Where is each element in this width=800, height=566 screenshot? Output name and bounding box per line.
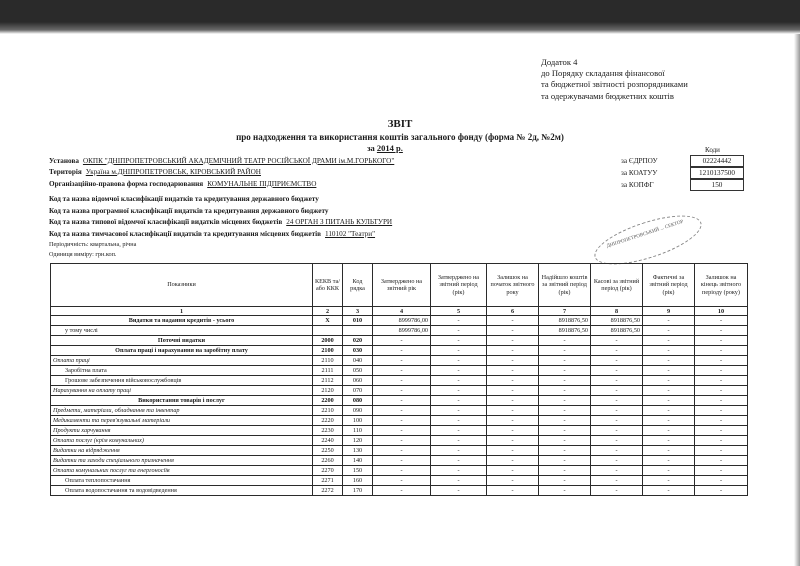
table-row	[51, 336, 748, 346]
column-header: Затверджено на звітний рік	[373, 264, 431, 307]
table-cell: 2272	[313, 486, 343, 496]
table-cell: -	[643, 456, 695, 466]
table-cell: -	[591, 426, 643, 436]
header-value: 24 ОРГАН З ПИТАНЬ КУЛЬТУРИ	[286, 218, 393, 226]
table-cell: -	[373, 336, 431, 346]
stamp-text: ДНІПРОПЕТРОВСЬКИЙ ... СЕКТОР	[606, 219, 685, 250]
kopfg-code: 150	[690, 179, 744, 191]
table-cell: -	[431, 366, 487, 376]
table-cell: -	[643, 386, 695, 396]
koatuu-label: за КОАТУУ	[621, 169, 658, 177]
table-cell: -	[539, 426, 591, 436]
table-row	[51, 396, 748, 406]
row-label: Поточні видатки	[51, 336, 313, 346]
table-cell: 8999786,00	[373, 316, 431, 326]
table-cell: -	[695, 376, 748, 386]
scan-dark-edge	[0, 0, 800, 34]
table-cell: -	[591, 396, 643, 406]
table-cell: 170	[343, 486, 373, 496]
table-cell: 130	[343, 446, 373, 456]
table-cell: -	[591, 446, 643, 456]
report-table	[50, 263, 748, 496]
table-cell: -	[373, 376, 431, 386]
table-cell: 020	[343, 336, 373, 346]
table-cell: -	[643, 446, 695, 456]
header-value: КОМУНАЛЬНЕ ПІДПРИЄМСТВО	[207, 180, 317, 188]
table-cell: -	[487, 356, 539, 366]
report-title: ЗВІТ	[387, 118, 413, 130]
column-number: 7	[539, 307, 591, 316]
row-label: Оплата комунальних послуг та енергоносіїв	[51, 466, 313, 476]
table-cell: -	[539, 486, 591, 496]
table-row	[51, 356, 748, 366]
table-cell: 060	[343, 376, 373, 386]
table-cell: 2271	[313, 476, 343, 486]
table-cell: 010	[343, 316, 373, 326]
table-cell: -	[373, 426, 431, 436]
table-cell: -	[591, 486, 643, 496]
legal-form-row	[49, 180, 316, 188]
row-label: Грошове забезпечення військовослужбовців	[51, 376, 313, 386]
table-row	[51, 466, 748, 476]
table-cell: -	[539, 416, 591, 426]
table-cell: -	[539, 386, 591, 396]
kopfg-label: за КОПФГ	[621, 181, 654, 189]
table-cell: -	[539, 476, 591, 486]
period-prefix: за	[367, 143, 375, 153]
table-cell: -	[373, 466, 431, 476]
table-cell: 2110	[313, 356, 343, 366]
table-cell: -	[539, 446, 591, 456]
row-label: Оплата теплопостачання	[51, 476, 313, 486]
table-cell: -	[373, 446, 431, 456]
table-cell: -	[643, 356, 695, 366]
table-cell: -	[487, 386, 539, 396]
table-row	[51, 346, 748, 356]
table-cell: -	[591, 356, 643, 366]
table-cell: -	[539, 396, 591, 406]
table-cell: 2260	[313, 456, 343, 466]
table-cell: -	[487, 326, 539, 336]
column-number: 8	[591, 307, 643, 316]
table-cell: -	[539, 466, 591, 476]
table-row	[51, 366, 748, 376]
table-row	[51, 436, 748, 446]
table-cell: -	[373, 436, 431, 446]
table-cell: -	[539, 356, 591, 366]
table-cell: -	[487, 486, 539, 496]
header-value: ОКПК "ДНІПРОПЕТРОВСЬКИЙ АКАДЕМІЧНИЙ ТЕАТР РОСІЙСЬКОЇ ДРАМИ ім.М.ГОРЬКОГО"	[82, 157, 395, 165]
table-row	[51, 476, 748, 486]
institution-row	[49, 157, 394, 165]
table-cell: -	[487, 346, 539, 356]
row-label: Оплата праці і нарахування на заробітну плату	[51, 346, 313, 356]
table-cell: 2230	[313, 426, 343, 436]
table-cell: -	[591, 466, 643, 476]
table-cell: -	[643, 336, 695, 346]
table-cell: -	[643, 476, 695, 486]
table-cell: -	[695, 426, 748, 436]
table-cell: -	[539, 366, 591, 376]
header-label: Організаційно-правова форма господарювання	[49, 180, 204, 188]
table-cell: 8918876,50	[539, 326, 591, 336]
table-cell: -	[431, 376, 487, 386]
table-cell: X	[313, 316, 343, 326]
table-cell: 040	[343, 356, 373, 366]
table-cell: 2100	[313, 346, 343, 356]
table-cell: 2270	[313, 466, 343, 476]
table-cell: -	[695, 336, 748, 346]
table-cell: 150	[343, 466, 373, 476]
table-cell: -	[591, 476, 643, 486]
table-cell: -	[643, 326, 695, 336]
column-number: 4	[373, 307, 431, 316]
table-row	[51, 376, 748, 386]
table-cell	[343, 326, 373, 336]
table-cell: -	[487, 426, 539, 436]
table-cell: -	[643, 406, 695, 416]
table-cell: 140	[343, 456, 373, 466]
table-cell: -	[487, 416, 539, 426]
appendix-note	[541, 57, 688, 102]
table-row	[51, 426, 748, 436]
column-number: 9	[643, 307, 695, 316]
table-cell: -	[643, 416, 695, 426]
table-cell: -	[431, 476, 487, 486]
table-cell: -	[643, 486, 695, 496]
table-cell: 2112	[313, 376, 343, 386]
table-cell: -	[591, 436, 643, 446]
table-cell: -	[695, 366, 748, 376]
table-cell: -	[487, 466, 539, 476]
temp-class-row	[49, 230, 375, 238]
table-cell: -	[539, 436, 591, 446]
table-cell: -	[539, 346, 591, 356]
column-header: Надійшло коштів за звітний період (рік)	[539, 264, 591, 307]
table-header-row	[51, 264, 748, 307]
table-cell: -	[487, 456, 539, 466]
table-cell: -	[643, 316, 695, 326]
table-cell: -	[643, 396, 695, 406]
table-cell: -	[373, 346, 431, 356]
table-cell: -	[643, 366, 695, 376]
table-cell: -	[431, 396, 487, 406]
row-label: Нарахування на оплату праці	[51, 386, 313, 396]
unit-note: Одиниця виміру: грн.коп.	[49, 251, 117, 258]
table-cell: -	[695, 456, 748, 466]
column-header: Затверджено на звітний період (рік)	[431, 264, 487, 307]
column-number: 6	[487, 307, 539, 316]
row-label: Видатки та заходи спеціального призначення	[51, 456, 313, 466]
header-label: Код та назва відомчої класифікації видатків та кредитування державного бюджету	[49, 195, 319, 203]
table-cell: -	[373, 386, 431, 396]
table-cell: -	[643, 426, 695, 436]
table-row	[51, 416, 748, 426]
header-label: Код та назва типової відомчої класифікації видатків місцевих бюджетів	[49, 218, 283, 226]
table-cell: -	[487, 436, 539, 446]
table-cell: -	[431, 406, 487, 416]
table-cell: -	[643, 436, 695, 446]
table-cell: -	[373, 416, 431, 426]
table-cell: -	[695, 316, 748, 326]
table-cell: -	[487, 396, 539, 406]
table-cell: 2210	[313, 406, 343, 416]
table-cell: -	[643, 466, 695, 476]
table-cell: -	[431, 356, 487, 366]
table-cell: -	[591, 366, 643, 376]
column-number-row	[51, 307, 748, 316]
header-value: 110102 "Театри"	[325, 230, 376, 238]
column-number: 10	[695, 307, 748, 316]
table-cell: -	[431, 426, 487, 436]
table-cell: -	[373, 476, 431, 486]
row-label: Заробітна плата	[51, 366, 313, 376]
table-cell: -	[487, 336, 539, 346]
table-cell: -	[591, 416, 643, 426]
appendix-line: та бюджетної звітності розпорядниками	[541, 79, 688, 90]
table-cell: 2111	[313, 366, 343, 376]
table-cell: -	[643, 376, 695, 386]
table-body	[51, 316, 748, 496]
table-cell: -	[695, 406, 748, 416]
report-period	[330, 143, 440, 153]
table-cell: 8918876,50	[591, 316, 643, 326]
table-cell: 8999786,00	[373, 326, 431, 336]
table-cell: -	[431, 336, 487, 346]
table-cell: -	[431, 386, 487, 396]
table-cell: -	[373, 406, 431, 416]
table-cell: -	[431, 416, 487, 426]
row-label: Предмети, матеріали, обладнання та інвентар	[51, 406, 313, 416]
column-number: 3	[343, 307, 373, 316]
header-value: Україна м.ДНІПРОПЕТРОВСЬК, КІРОВСЬКИЙ РАЙОН	[85, 168, 261, 176]
table-cell: 120	[343, 436, 373, 446]
column-header: Код рядка	[343, 264, 373, 307]
table-cell: 030	[343, 346, 373, 356]
table-cell: 2250	[313, 446, 343, 456]
table-cell: -	[695, 346, 748, 356]
table-cell: -	[431, 466, 487, 476]
header-label: Код та назва тимчасової класифікації видатків та кредитування місцевих бюджетів	[49, 230, 322, 238]
table-cell: -	[695, 446, 748, 456]
table-row	[51, 456, 748, 466]
periodicity-note: Періодичність: квартальна, річна	[49, 241, 137, 248]
table-cell: -	[643, 346, 695, 356]
table-cell: -	[695, 486, 748, 496]
column-header: Показники	[51, 264, 313, 307]
typical-class-row	[49, 218, 392, 226]
table-cell: -	[591, 346, 643, 356]
table-cell: 2200	[313, 396, 343, 406]
row-label: Видатки та надання кредитів - усього	[51, 316, 313, 326]
table-cell: -	[373, 356, 431, 366]
row-label: Продукти харчування	[51, 426, 313, 436]
appendix-line: Додаток 4	[541, 57, 578, 67]
table-cell: -	[695, 396, 748, 406]
table-cell: 100	[343, 416, 373, 426]
table-cell: -	[431, 456, 487, 466]
column-header: КЕКВ та/або ККК	[313, 264, 343, 307]
table-cell: -	[695, 416, 748, 426]
table-cell: 080	[343, 396, 373, 406]
table-cell	[313, 326, 343, 336]
table-cell: 2000	[313, 336, 343, 346]
column-number: 2	[313, 307, 343, 316]
table-cell: -	[695, 476, 748, 486]
table-cell: 8918876,50	[591, 326, 643, 336]
table-cell: -	[373, 486, 431, 496]
table-cell: 050	[343, 366, 373, 376]
table-cell: -	[431, 346, 487, 356]
table-cell: 2120	[313, 386, 343, 396]
table-row	[51, 406, 748, 416]
report-subtitle: про надходження та використання коштів загального фонду (форма № 2д, №2м)	[236, 132, 564, 142]
row-label: Оплата послуг (крім комунальних)	[51, 436, 313, 446]
table-cell: -	[431, 316, 487, 326]
table-cell: -	[373, 366, 431, 376]
table-cell: 8918876,50	[539, 316, 591, 326]
table-cell: -	[695, 356, 748, 366]
dept-class-row	[49, 195, 323, 203]
row-label: Оплата праці	[51, 356, 313, 366]
table-cell: -	[591, 386, 643, 396]
table-cell: -	[695, 466, 748, 476]
table-row	[51, 316, 748, 326]
table-cell: -	[487, 316, 539, 326]
table-cell: -	[487, 446, 539, 456]
column-header: Касові за звітний період (рік)	[591, 264, 643, 307]
program-class-row	[49, 207, 333, 215]
table-row	[51, 326, 748, 336]
table-cell: -	[431, 486, 487, 496]
column-number: 5	[431, 307, 487, 316]
table-cell: -	[431, 326, 487, 336]
scan-right-edge	[794, 34, 800, 566]
table-cell: -	[591, 376, 643, 386]
table-row	[51, 486, 748, 496]
table-cell: -	[487, 406, 539, 416]
table-cell: -	[487, 476, 539, 486]
table-cell: -	[487, 376, 539, 386]
column-header: Фактичні за звітний період (рік)	[643, 264, 695, 307]
koatuu-code: 1210137500	[690, 167, 744, 179]
row-label: Видатки на відрядження	[51, 446, 313, 456]
table-cell: -	[591, 406, 643, 416]
table-cell: -	[695, 386, 748, 396]
edrpou-label: за ЄДРПОУ	[621, 157, 658, 165]
row-label: Медикаменти та перев'язувальні матеріали	[51, 416, 313, 426]
table-cell: -	[539, 456, 591, 466]
table-cell: -	[487, 366, 539, 376]
table-cell: 2240	[313, 436, 343, 446]
row-label: Використання товарів і послуг	[51, 396, 313, 406]
period-year: 2014 р.	[376, 143, 403, 153]
table-cell: -	[539, 406, 591, 416]
column-number: 1	[51, 307, 313, 316]
territory-row	[49, 168, 261, 176]
table-cell: -	[591, 336, 643, 346]
table-cell: 090	[343, 406, 373, 416]
appendix-line: та одержувачами бюджетних коштів	[541, 90, 674, 101]
table-cell: -	[431, 436, 487, 446]
table-cell: -	[373, 396, 431, 406]
table-cell: 070	[343, 386, 373, 396]
header-label: Установа	[49, 157, 79, 165]
header-label: Територія	[49, 168, 82, 176]
table-cell: 160	[343, 476, 373, 486]
codes-header: Коди	[705, 146, 720, 154]
table-cell: 110	[343, 426, 373, 436]
table-cell: -	[695, 436, 748, 446]
appendix-line: до Порядку складання фінансової	[541, 68, 665, 79]
table-cell: -	[591, 456, 643, 466]
row-label: Оплата водопостачання та водовідведення	[51, 486, 313, 496]
table-cell: -	[539, 376, 591, 386]
header-label: Код та назва програмної класифікації видатків та кредитування державного бюджету	[49, 207, 329, 215]
edrpou-code: 02224442	[690, 155, 744, 167]
column-header: Залишок на початок звітного року	[487, 264, 539, 307]
row-label: у тому числі	[51, 326, 313, 336]
table-cell: -	[695, 326, 748, 336]
table-cell: -	[539, 336, 591, 346]
table-cell: -	[373, 456, 431, 466]
column-header: Залишок на кінець звітного періоду (року)	[695, 264, 748, 307]
table-row	[51, 386, 748, 396]
table-row	[51, 446, 748, 456]
table-cell: -	[431, 446, 487, 456]
table-cell: 2220	[313, 416, 343, 426]
